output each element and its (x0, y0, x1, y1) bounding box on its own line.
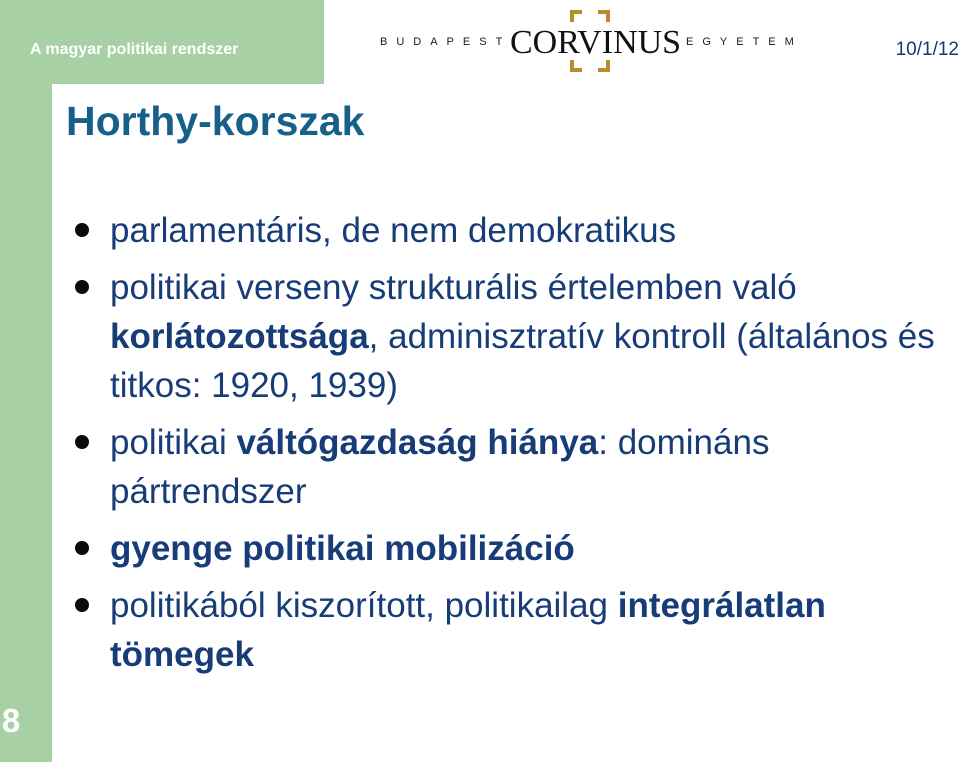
logo-right-text: EGYETEM (686, 36, 803, 48)
page-number: 8 (1, 702, 21, 739)
bullet-bold-text: gyenge politikai mobilizáció (110, 529, 575, 568)
bullet-text: politikai verseny strukturális értelemben való (110, 268, 797, 307)
logo-left-text: BUDAPESTI (380, 36, 524, 48)
bullet-bold-text: korlátozottsága (110, 317, 369, 356)
bullet-dot-icon (75, 223, 89, 237)
bullet-dot-icon (75, 280, 89, 294)
bullet-item (74, 581, 946, 679)
bullet-item (74, 524, 946, 573)
bullet-dot-icon (75, 541, 89, 555)
date-label: 10/1/12 (895, 39, 959, 60)
bullet-text: politikai (110, 423, 237, 462)
bullet-list (74, 206, 946, 687)
bullet-item (74, 263, 946, 410)
left-decor-band (0, 0, 52, 762)
slide-title: Horthy-korszak (66, 98, 365, 144)
bullet-bold-text: integrálatlan tömegek (110, 586, 826, 674)
section-title: A magyar politikai rendszer (30, 41, 239, 58)
bullet-text: , adminisztratív kontroll (általános és titkos: 1920, 1939) (110, 317, 935, 405)
bullet-dot-icon (75, 435, 89, 449)
bullet-text: : domináns pártrendszer (110, 423, 770, 511)
bullet-item (74, 206, 946, 255)
bullet-dot-icon (75, 598, 89, 612)
logo-brand: CORVINUS (510, 24, 682, 61)
bullet-text: parlamentáris, de nem demokratikus (110, 211, 677, 250)
bullet-item (74, 418, 946, 516)
bullet-bold-text: váltógazdaság hiánya (236, 423, 599, 462)
corvinus-logo (380, 8, 810, 74)
bullet-text: politikából kiszorított, politikailag (110, 586, 618, 625)
